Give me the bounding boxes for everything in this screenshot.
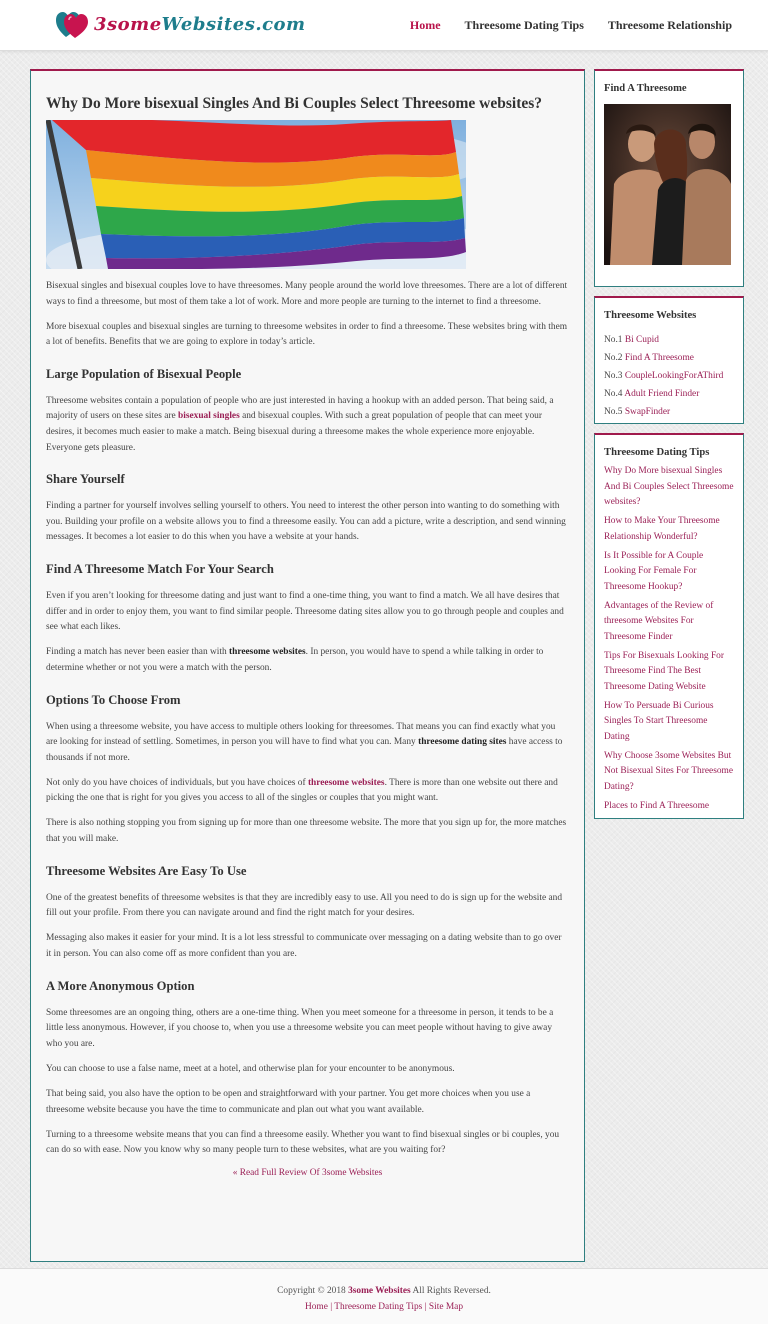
rank-label: No.5 bbox=[604, 407, 623, 417]
paragraph: That being said, you also have the option to be open and straightforward with your partner. You get more choices when you use a threesome website because you have the time to communicate and plan out what you want available. bbox=[46, 1088, 531, 1115]
section-heading: Find A Threesome Match For Your Search bbox=[46, 562, 274, 577]
copyright-suffix: All Rights Reversed. bbox=[412, 1286, 491, 1296]
tip-link[interactable]: Why Do More bisexual Singles And Bi Couples Select Threesome websites? bbox=[604, 466, 734, 508]
section-heading: Share Yourself bbox=[46, 472, 125, 487]
list-item bbox=[604, 331, 734, 349]
list-item bbox=[604, 514, 734, 545]
rank-label: No.1 bbox=[604, 335, 623, 345]
logo-text-part2: Websites.com bbox=[161, 14, 306, 35]
rank-label: No.4 bbox=[604, 389, 623, 399]
rank-label: No.2 bbox=[604, 353, 623, 363]
paragraph: Some threesomes are an ongoing thing, others are a one-time thing. When you meet someone for a threesome in person, it tends to be a little less anonymous. However, if you choose to, when you use a threesome website you can meet people without having to give away who you are. bbox=[46, 1007, 554, 1049]
paragraph: Messaging also makes it easier for your mind. It is a lot less stressful to communicate over messaging on a dating website than to go over it in person. You can also come off as more confident than you are. bbox=[46, 933, 562, 959]
text: . In person, you would have to spend a while talking in order to determine whether or not you were a match with the person. bbox=[46, 647, 544, 673]
separator: | bbox=[424, 1302, 427, 1312]
logo-text-part1: 3some bbox=[94, 14, 162, 35]
couple-photo-image bbox=[604, 104, 731, 265]
text: and bisexual couples. With such a great population of people that can meet your desires, it becomes much easier to make a match. Being bisexual during a threesome makes the whole experience more enjoyable. Everyone gets pleasure. bbox=[46, 411, 542, 453]
rainbow-flag-image bbox=[46, 120, 466, 269]
find-threesome-widget bbox=[594, 69, 744, 287]
paragraph: You can choose to use a false name, meet at a hotel, and otherwise plan for your encounter to be anonymous. bbox=[46, 1063, 455, 1074]
find-threesome-banner[interactable] bbox=[604, 104, 734, 265]
site-link-couple-looking-for-a-third[interactable]: CoupleLookingForAThird bbox=[624, 371, 724, 381]
footer-link-home[interactable]: Home bbox=[304, 1302, 328, 1312]
list-item bbox=[604, 464, 734, 511]
tip-link[interactable]: Why Choose 3some Websites But Not Bisexual Sites For Threesome Dating? bbox=[604, 750, 733, 793]
tips-list bbox=[604, 464, 734, 815]
rank-label: No.3 bbox=[604, 371, 623, 381]
paragraph: More bisexual couples and bisexual singles are turning to threesome websites in order to find a threesome. These websites bring with them a lot of benefits. Benefits that we are going to explore in today’s article. bbox=[46, 321, 568, 348]
tip-link[interactable]: Tips For Bisexuals Looking For Threesome Find The Best Threesome Dating Website bbox=[604, 650, 724, 692]
list-item bbox=[604, 403, 734, 421]
site-header bbox=[0, 0, 768, 51]
paragraph: Bisexual singles and bisexual couples love to have threesomes. Many people around the world love threesomes. There are a lot of different ways to find a threesome, but most of them take a lot of work. More and more people are turning to the internet to find a threesome. bbox=[46, 281, 568, 307]
list-item bbox=[604, 749, 734, 796]
logo-text bbox=[94, 10, 306, 40]
tip-link[interactable]: How to Make Your Threesome Relationship Wonderful? bbox=[604, 516, 720, 542]
widget-title: Threesome Websites bbox=[604, 310, 697, 321]
bold-text: threesome websites bbox=[229, 647, 306, 658]
list-item bbox=[604, 349, 734, 367]
tip-link[interactable]: How To Persuade Bi Curious Singles To Start Threesome Dating bbox=[604, 700, 714, 742]
text: Threesome websites contain a population of people who are just interested in having a hookup with an added person. That being said, a majority of users on these sites are bbox=[46, 395, 554, 422]
paragraph: Finding a partner for yourself involves selling yourself to others. You need to interest the other person into wanting to do something with you. Building your profile on a website allows you to find a threesome easily. You can add a picture, write a description, and send winning messages. It becomes a lot easier to do this when you have a website at your hands. bbox=[46, 501, 566, 543]
paragraph bbox=[46, 720, 569, 767]
list-item bbox=[604, 549, 734, 596]
section-heading: Options To Choose From bbox=[46, 692, 181, 707]
nav-home[interactable]: Home bbox=[409, 18, 441, 32]
paragraph: There is also nothing stopping you from signing up for more than one threesome website. The more that you sign up for, the more matches that you will make. bbox=[46, 818, 567, 845]
paragraph bbox=[46, 394, 569, 456]
section-heading: Large Population of Bisexual People bbox=[46, 366, 242, 381]
main-nav bbox=[386, 0, 732, 51]
separator: | bbox=[330, 1302, 333, 1312]
list-item bbox=[604, 599, 734, 646]
widget-title: Find A Threesome bbox=[604, 83, 687, 94]
threesome-websites-link[interactable]: threesome websites bbox=[307, 777, 385, 788]
text: Not only do you have choices of individuals, but you have choices of bbox=[46, 777, 308, 788]
list-item bbox=[604, 699, 734, 746]
bold-text: threesome dating sites bbox=[418, 737, 507, 748]
site-link-bi-cupid[interactable]: Bi Cupid bbox=[624, 335, 659, 345]
site-footer bbox=[0, 1268, 768, 1324]
footer-brand-link[interactable]: 3some Websites bbox=[348, 1286, 411, 1296]
site-logo[interactable] bbox=[56, 10, 306, 40]
text: . There is more than one website out there and picking the one that is right for you gives you access to all of the singles or couples that you might want. bbox=[46, 777, 558, 804]
paragraph: Even if you aren’t looking for threesome dating and just want to find a one-time thing, you want to find a match. We all have desires that differ and in order to enjoy them, you want to find similar people. Threesome dating sites allow you to go through people and couples and see what each likes. bbox=[46, 591, 564, 633]
tip-link[interactable]: Places to Find A Threesome bbox=[604, 800, 710, 811]
nav-threesome-dating-tips[interactable]: Threesome Dating Tips bbox=[464, 18, 584, 32]
dating-tips-widget bbox=[594, 433, 744, 819]
footer-link-dating-tips[interactable]: Threesome Dating Tips bbox=[334, 1302, 423, 1312]
list-item bbox=[604, 385, 734, 403]
text: have access to thousands if not more. bbox=[46, 737, 563, 763]
site-ranking-list bbox=[604, 331, 734, 421]
copyright-prefix: Copyright © 2018 bbox=[277, 1286, 346, 1296]
list-item bbox=[604, 649, 734, 696]
text: When using a threesome website, you have access to multiple others looking for threesomes. That means you can find exactly what you are looking for instead of settling. Sometimes, in person you will have to find what you can. Many bbox=[46, 721, 556, 748]
footer-links bbox=[0, 1299, 768, 1315]
bisexual-singles-link[interactable]: bisexual singles bbox=[178, 411, 240, 422]
nav-threesome-relationship[interactable]: Threesome Relationship bbox=[607, 18, 732, 32]
widget-title: Threesome Dating Tips bbox=[604, 447, 710, 458]
tip-link[interactable]: Is It Possible for A Couple Looking For Female For Threesome Hookup? bbox=[604, 550, 704, 592]
article bbox=[46, 95, 569, 1178]
site-link-adult-friend-finder[interactable]: Adult Friend Finder bbox=[624, 389, 700, 399]
copyright bbox=[0, 1283, 768, 1299]
list-item bbox=[604, 799, 734, 815]
double-heart-icon bbox=[56, 11, 88, 39]
paragraph: One of the greatest benefits of threesome websites is that they are incredibly easy to use. All you need to do is sign up for the website and fill out your profile. From there you can navigate around and find the right match for your desires. bbox=[46, 892, 563, 919]
paragraph bbox=[46, 645, 569, 676]
list-item bbox=[604, 367, 734, 385]
paragraph: Turning to a threesome website means that you can find a threesome easily. Whether you want to find bisexual singles or bi couples, you can do so with ease. Now you know why so many people turn to these websites, what are you waiting for? bbox=[46, 1129, 560, 1156]
tip-link[interactable]: Advantages of the Review of threesome Websites For Threesome Finder bbox=[604, 600, 714, 642]
site-link-swapfinder[interactable]: SwapFinder bbox=[624, 407, 671, 417]
section-heading: Threesome Websites Are Easy To Use bbox=[46, 863, 247, 878]
read-full-review-link[interactable]: « Read Full Review Of 3some Websites bbox=[232, 1168, 383, 1179]
article-title: Why Do More bisexual Singles And Bi Couples Select Threesome websites? bbox=[46, 95, 543, 112]
text: Finding a match has never been easier than with bbox=[46, 647, 230, 658]
footer-link-site-map[interactable]: Site Map bbox=[428, 1302, 464, 1312]
threesome-websites-widget bbox=[594, 296, 744, 424]
article-panel bbox=[30, 69, 585, 1262]
site-link-find-a-threesome[interactable]: Find A Threesome bbox=[624, 353, 694, 363]
section-heading: A More Anonymous Option bbox=[46, 978, 195, 993]
paragraph bbox=[46, 776, 569, 807]
